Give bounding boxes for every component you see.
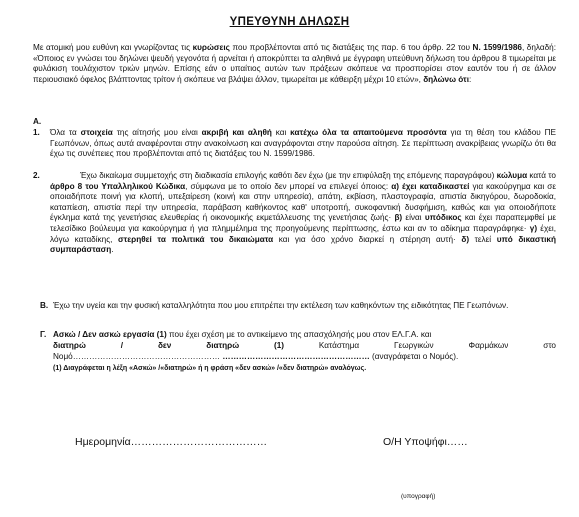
item-g-b2a: διατηρώ	[53, 341, 86, 350]
section-a-label: Α.	[33, 117, 42, 126]
item-2-t2: κατά το	[527, 171, 556, 180]
item-2-t6: και έχει παραπεμφθεί με τελεσίδικο βούλευμα για κακούργημα ή για πλημμέλημα της προηγούμενης περίπτωσης, έστω και αν το αδίκημα παραγράφηκε·	[50, 213, 556, 233]
intro-text-1: Με ατομική μου ευθύνη και γνωρίζοντας τις	[33, 43, 193, 52]
item-1-t1: Όλα τα	[50, 128, 81, 137]
item-g-t3: Γεωργικών	[394, 341, 434, 350]
item-1-b2: ακριβή και αληθή	[201, 128, 272, 137]
signature-label: (υπογραφή)	[401, 493, 436, 500]
item-1-t2: της αίτησής μου είναι	[112, 128, 202, 137]
intro-bold-law: Ν. 1599/1986	[472, 43, 522, 52]
item-1-number: 1.	[33, 128, 40, 137]
item-2-number: 2.	[33, 171, 40, 180]
item-b-text: Έχω την υγεία και την φυσική καταλληλότητα που μου επιτρέπει την εκτέλεση των καθηκόντων της ειδικότητας ΠΕ Γεωπόνων.	[53, 301, 509, 310]
date-label: Ημερομηνία…………………………………	[75, 436, 268, 448]
item-2-b8: δ)	[461, 234, 470, 244]
item-2-b1: κώλυμα	[496, 171, 528, 180]
item-2-t8: και για όσο χρόνο διαρκεί η στέρηση αυτή·	[273, 234, 462, 244]
intro-paragraph	[33, 43, 556, 85]
item-g-t7: (αναγράφεται ο Νομός).	[369, 352, 459, 361]
item-g-b3: (1)	[274, 341, 285, 350]
item-2-t1: Έχω δικαίωμα συμμετοχής στη διαδικασία επιλογής καθότι δεν έχω (με την επιφύλαξη της επόμενης παραγράφου)	[80, 171, 497, 180]
item-2-b6: γ)	[529, 223, 538, 233]
intro-text-4: :	[468, 74, 472, 84]
item-g-line-2	[53, 341, 556, 352]
item-g-t5: στο	[543, 341, 556, 350]
item-g-b4: ………………………………………………	[222, 352, 370, 361]
item-2-b5: υπόδικος	[424, 213, 462, 223]
item-1-t4: για τη θέση του κλάδου ΠΕ Γεωπόνων, όπως αυτά αναφέρονται στην ανακοίνωση και αναγράφονται στην παρούσα αίτηση. Σε περίπτωση ανακρίβειας γνωρίζω ότι θα έχω τις συνέπειες που προβλέπονται από τις διατάξεις του Ν. 1599/1986.	[50, 128, 556, 159]
document-title: ΥΠΕΥΘΥΝΗ ΔΗΛΩΣΗ	[229, 16, 350, 28]
intro-text-3: , δηλαδή: «Όποιος εν γνώσει του δηλώνει ψευδή γεγονότα ή αρνείται ή αποκρύπτει τα αληθινά με έγγραφη υπεύθυνη δήλωση του άρθρου 8 τιμωρείται με φυλάκιση τουλάχιστον τριών μηνών. Επίσης εάν ο υπαίτιος αυτών των πράξεων σκόπευε να προσπορίσει στον εαυτόν του ή σε άλλον περιουσιακό όφελος βλάπτοντας τρίτον ή σκόπευε να βλάψει άλλον, τιμωρείται με κάθειρξη μέχρι 10 ετών»,	[33, 43, 557, 84]
item-g-line-3	[53, 352, 556, 363]
item-g-t1: που έχει σχέση με το αντικείμενο της απασχόλησής μου στον ΕΛ.Γ.Α. και	[166, 330, 432, 339]
item-g-b1: Ασκώ / Δεν ασκώ εργασία (1)	[53, 330, 167, 339]
item-g-b2d: διατηρώ	[206, 341, 240, 350]
intro-bold-declare: δηλώνω ότι	[423, 74, 469, 84]
item-2-b4: β)	[394, 213, 403, 223]
item-g-t2: Κατάστημα	[318, 341, 360, 350]
item-2-t7: έχει, λόγω καταδίκης,	[50, 223, 556, 244]
item-1-b1: στοιχεία	[80, 128, 113, 137]
item-g-number: Γ.	[40, 330, 47, 339]
item-2-b3: α) έχει καταδικαστεί	[391, 181, 470, 191]
item-2-t3: , σύμφωνα με το οποίο δεν μπορεί να επιλεγεί όποιος:	[185, 181, 392, 191]
item-2-t5: είναι	[402, 213, 425, 223]
intro-bold-sanctions: κυρώσεις	[192, 43, 230, 52]
item-2-text	[50, 171, 556, 256]
item-g-b2b: /	[120, 341, 124, 350]
item-2-t4: για κακούργημα και σε οποιαδήποτε ποινή για κλοπή, υπεξαίρεση (κοινή και στην υπηρεσία), απάτη, εκβίαση, πλαστογραφία, απιστία δικηγόρου, δωροδοκία, καταπίεση, απιστία περί την υπηρεσία, παράβαση καθήκοντος καθ' υποτροπή, συκοφαντική δυσφήμιση, καθώς και για οποιοδήποτε έγκλημα κατά της γενετήσιας ελευθερίας ή οικονομικής εκμετάλλευσης της γενετήσιας ζωής·	[50, 181, 556, 223]
item-1-t3: και	[271, 128, 291, 137]
item-2-b7: στερηθεί τα πολιτικά του δικαιώματα	[118, 234, 274, 244]
item-1-text	[50, 128, 556, 160]
item-b-number: Β.	[40, 301, 49, 310]
item-1-b3: κατέχω όλα τα απαιτούμενα προσόντα	[290, 128, 447, 137]
item-g-line-1	[53, 330, 556, 341]
item-2-t10: .	[111, 245, 114, 255]
applicant-label: Ο/Η Υποψήφι……	[383, 436, 468, 448]
item-g-t6: Νομό………………………………………………	[53, 352, 223, 361]
intro-text-2: που προβλέπονται από τις διατάξεις της παρ. 6 του άρθρ. 22 του	[229, 43, 473, 52]
item-2-b9: υπό δικαστική συμπαράσταση	[50, 234, 556, 255]
item-g-note: (1) Διαγράφεται η λέξη «Ασκώ» /«διατηρώ» ή η φράση «δεν ασκώ» /«δεν διατηρώ» αναλόγως.	[53, 365, 367, 372]
item-2-b2: άρθρο 8 του Υπαλληλικού Κώδικα	[50, 181, 186, 191]
item-2-t9: τελεί	[469, 234, 497, 244]
item-g-b2c: δεν	[157, 341, 172, 350]
item-g-t4: Φαρμάκων	[468, 341, 509, 350]
